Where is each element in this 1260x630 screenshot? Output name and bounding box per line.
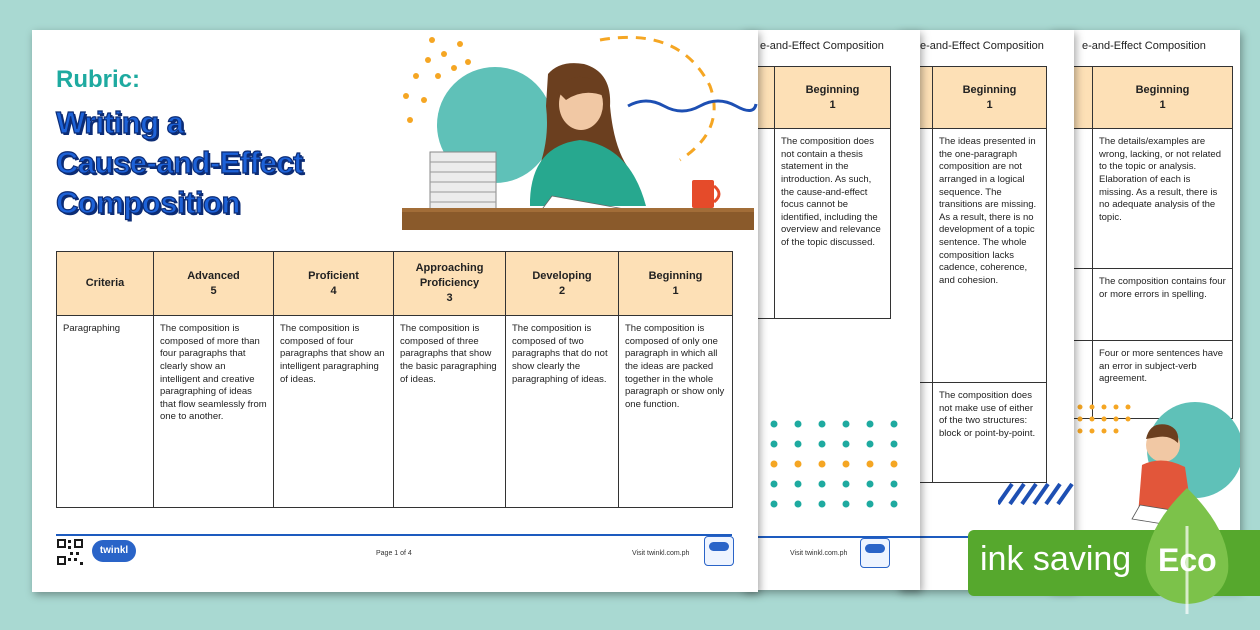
page-2-beginning-header: Beginning 1 xyxy=(775,67,891,129)
proficient-cell: The composition is composed of four paragraphs that show an intelligent paragraphing of ideas. xyxy=(274,316,394,508)
stripes-decoration xyxy=(998,482,1074,506)
page-4-cell: The composition contains four or more errors in spelling. xyxy=(1093,269,1233,341)
title-line-2: Cause-and-Effect xyxy=(56,145,303,180)
rubric-table xyxy=(56,251,733,508)
qr-code-icon xyxy=(56,538,84,566)
page-3-cell: The ideas presented in the one-paragraph composition are not arranged in a logical sequence. The transitions are missing. As a result, there is no development of a topic sentence. The whole composition lacks cadence, coherence, and cohesion. xyxy=(933,129,1047,383)
page-3-beginning-header: Beginning 1 xyxy=(933,67,1047,129)
developing-cell: The composition is composed of two paragraphs that do not show clearly the paragraphing of ideas. xyxy=(506,316,619,508)
table-header-row xyxy=(57,252,733,316)
page-1-footer-line xyxy=(56,534,732,536)
page-3-table xyxy=(912,66,1047,483)
twinkl-logo-text: twinkl xyxy=(99,545,129,556)
eco-label: Eco xyxy=(1158,542,1217,578)
page-3-cell: The composition does not make use of either of the two structures: block or point-by-point. xyxy=(933,383,1047,483)
approaching-cell: The composition is composed of three paragraphs that show the basic paragraphing of ideas. xyxy=(394,316,506,508)
rubric-label: Rubric: xyxy=(56,66,140,93)
ink-saving-label: ink saving xyxy=(980,540,1132,578)
page-4-header-title: e-and-Effect Composition xyxy=(1082,40,1206,52)
woman-writing-illustration xyxy=(380,30,758,240)
advanced-cell: The composition is composed of more than four paragraphs that clearly show an intelligent and creative paragraphing of ideas that flow seamlessly from one to another. xyxy=(154,316,274,508)
page-3 xyxy=(898,30,1074,590)
beginning-cell: The composition is composed of only one paragraph in which all the ideas are packed together in the whole paragraph or show only one function. xyxy=(619,316,733,508)
document-title xyxy=(56,103,303,223)
page-3-header-title: e-and-Effect Composition xyxy=(920,40,1044,52)
page-1-visit-link[interactable]: Visit twinkl.com.ph xyxy=(632,550,690,557)
page-4-beginning-header: Beginning 1 xyxy=(1093,67,1233,129)
header-beginning: Beginning 1 xyxy=(619,252,733,316)
dots-decoration xyxy=(768,418,908,508)
page-2 xyxy=(742,30,920,590)
page-2-footer-line xyxy=(752,536,920,538)
header-criteria: Criteria xyxy=(57,252,154,316)
page-2-visit-link[interactable]: Visit twinkl.com.ph xyxy=(790,550,848,557)
page-1-quality-badge xyxy=(704,536,734,566)
page-2-cell: The composition does not contain a thesis statement in the introduction. As such, the cause-and-effect focus cannot be identified, including the overview and relevance of the topic discussed. xyxy=(775,129,891,319)
table-row xyxy=(57,316,733,508)
page-2-header-title: e-and-Effect Composition xyxy=(760,40,884,52)
title-line-3: Composition xyxy=(56,185,240,220)
criteria-cell: Paragraphing xyxy=(57,316,154,508)
page-4-cell: The details/examples are wrong, lacking, or not related to the topic or analysis. Elaboration of each is missing. As a result, there is no adequate analysis of the topic. xyxy=(1093,129,1233,269)
twinkl-logo xyxy=(92,540,136,562)
page-1 xyxy=(32,30,758,592)
header-advanced: Advanced 5 xyxy=(154,252,274,316)
page-number: Page 1 of 4 xyxy=(376,550,412,557)
page-2-table xyxy=(752,66,891,319)
page-2-quality-badge xyxy=(860,538,890,568)
header-developing: Developing 2 xyxy=(506,252,619,316)
page-4-table xyxy=(1072,66,1233,419)
page-4-cell: Four or more sentences have an error in subject-verb agreement. xyxy=(1093,341,1233,419)
title-line-1: Writing a xyxy=(56,105,184,140)
header-proficient: Proficient 4 xyxy=(274,252,394,316)
header-approaching-proficiency: Approaching Proficiency 3 xyxy=(394,252,506,316)
